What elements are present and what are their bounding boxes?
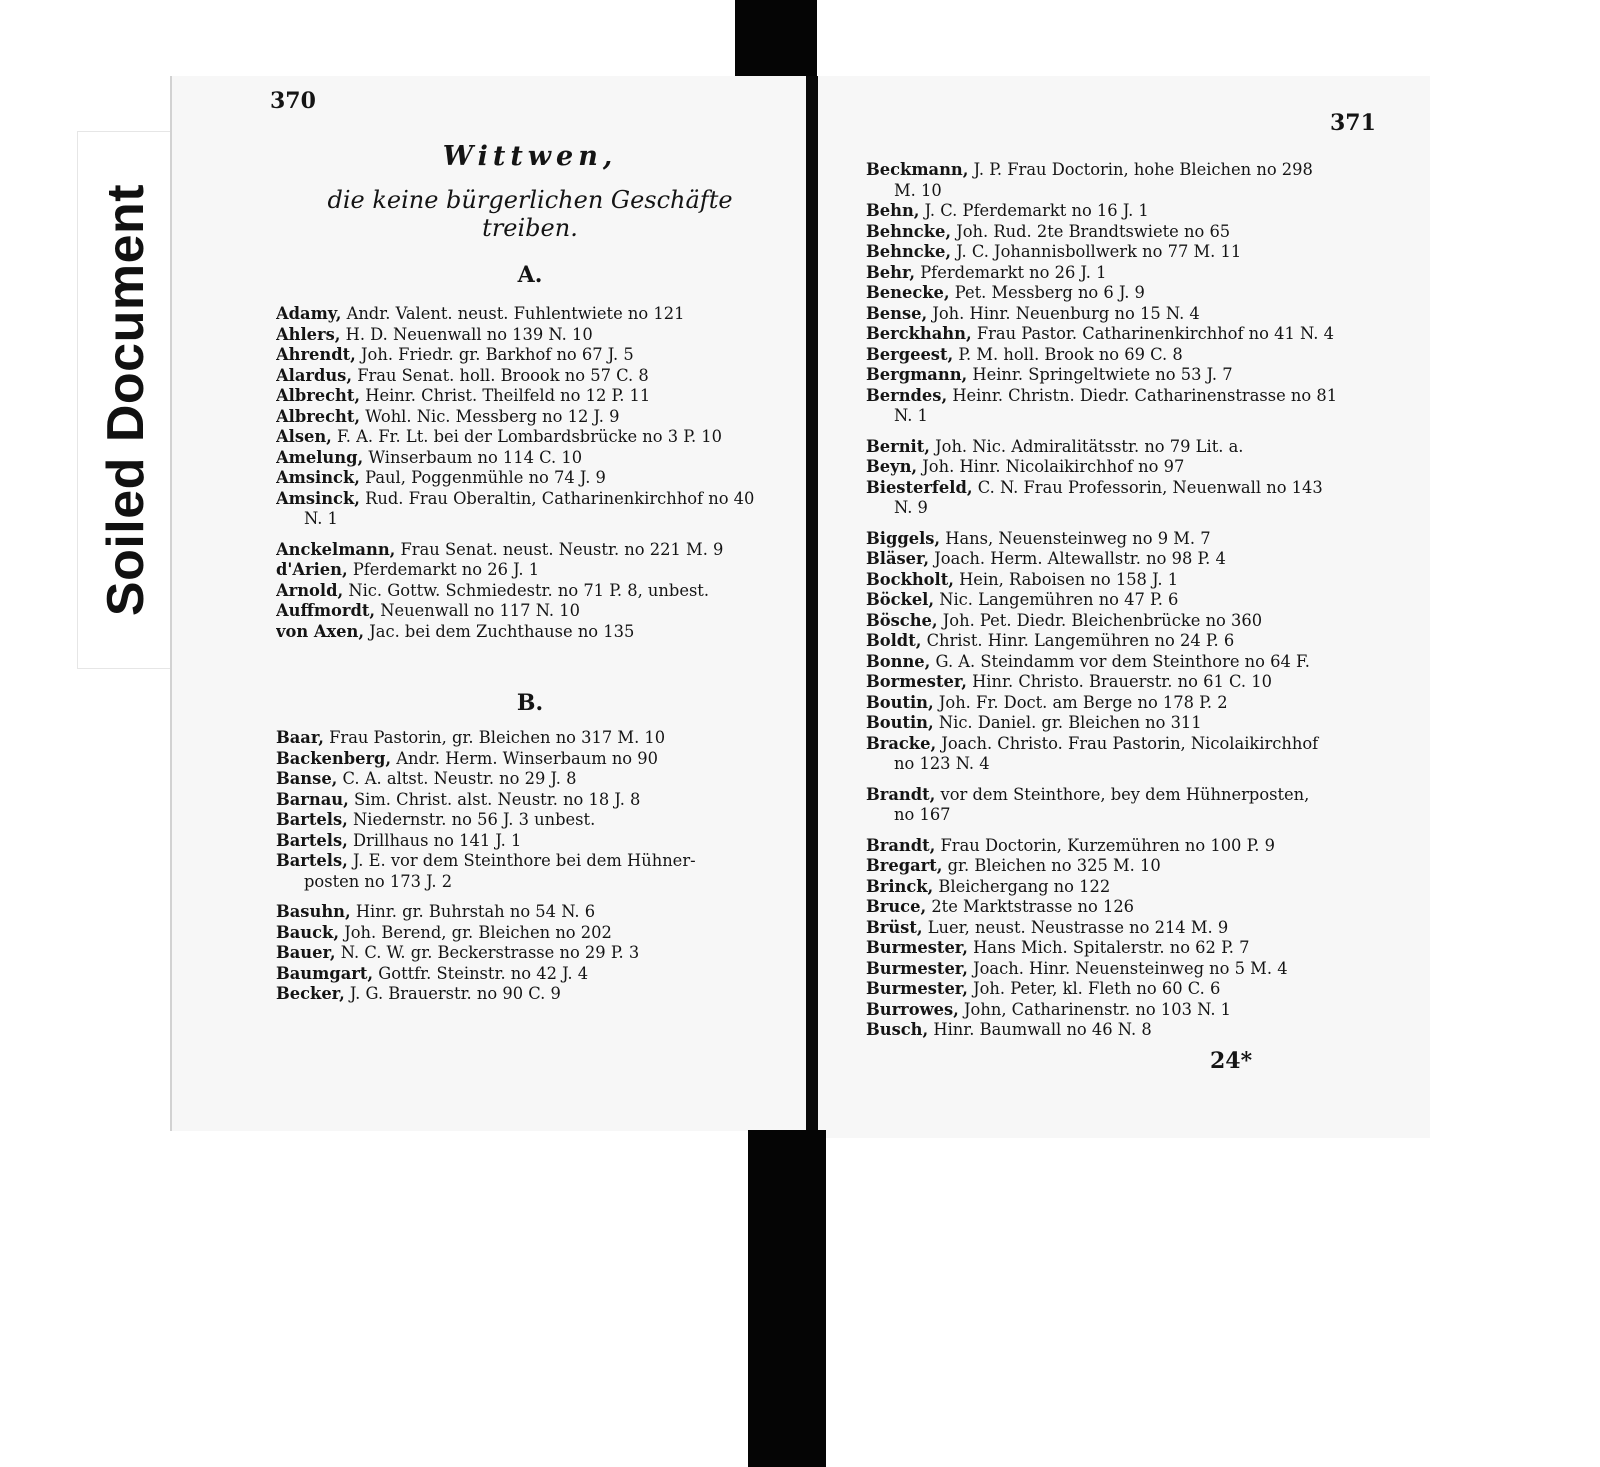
entry-gap (866, 826, 1376, 836)
entry-details: J. P. Frau Doctorin, hohe Bleichen no 298 (973, 160, 1313, 179)
directory-entry (866, 897, 1376, 918)
entry-surname: Burmester, (866, 979, 968, 998)
directory-entry (866, 693, 1376, 714)
directory-entry (276, 601, 798, 622)
entry-surname: Amsinck, (276, 468, 360, 487)
directory-entry (866, 938, 1376, 959)
entry-details: Christ. Hinr. Langemühren no 24 P. 6 (926, 631, 1235, 650)
directory-entry (866, 386, 1376, 407)
entry-surname: Bernit, (866, 436, 930, 456)
directory-entry (276, 728, 798, 749)
entry-surname: Bonne, (866, 651, 931, 671)
entry-details: G. A. Steindamm vor dem Steinthore no 64 F. (935, 651, 1310, 671)
entry-surname: Amelung, (276, 447, 364, 467)
entry-surname: Bartels, (276, 830, 348, 850)
entry-surname: Anckelmann, (276, 539, 396, 559)
entry-surname: Bruce, (866, 897, 927, 916)
entry-surname: Bergmann, (866, 365, 968, 384)
entry-details: Frau Senat. neust. Neustr. no 221 M. 9 (400, 539, 724, 559)
entry-surname: Bartels, (276, 851, 348, 870)
entry-details: Sim. Christ. alst. Neustr. no 18 J. 8 (353, 789, 641, 809)
entry-details: Nic. Gottw. Schmiedestr. no 71 P. 8, unbest. (348, 580, 710, 600)
directory-entry (276, 407, 798, 428)
directory-entry (866, 959, 1376, 980)
entry-details: J. C. Pferdemarkt no 16 J. 1 (924, 201, 1149, 220)
entry-surname: Adamy, (276, 304, 342, 323)
entry-surname: Burmester, (866, 938, 968, 957)
directory-entry (866, 590, 1376, 611)
directory-entry (276, 749, 798, 770)
entry-surname: Brinck, (866, 876, 934, 896)
entry-surname: Bergeest, (866, 344, 954, 364)
directory-entry (866, 785, 1376, 806)
directory-entry (276, 851, 798, 872)
directory-entry (276, 622, 798, 643)
entry-details: F. A. Fr. Lt. bei der Lombardsbrücke no 3 P. 10 (337, 427, 723, 446)
directory-entry (866, 283, 1376, 304)
directory-entry (866, 877, 1376, 898)
entry-details: Frau Senat. holl. Broook no 57 C. 8 (357, 365, 649, 385)
directory-entry (276, 943, 798, 964)
directory-entry (866, 918, 1376, 939)
entry-details: J. G. Brauerstr. no 90 C. 9 (349, 984, 561, 1003)
page-subtitle: die keine bürgerlichen Geschäfte treiben. (327, 186, 733, 242)
entry-details: Joh. Berend, gr. Bleichen no 202 (344, 922, 612, 942)
entry-surname: Auffmordt, (276, 601, 376, 620)
entry-details: Joh. Friedr. gr. Barkhof no 67 J. 5 (361, 345, 634, 364)
directory-entry (866, 242, 1376, 263)
directory-entry (866, 304, 1376, 325)
entry-details: N. C. W. gr. Beckerstrasse no 29 P. 3 (340, 943, 640, 962)
entry-details: Joh. Nic. Admiralitätsstr. no 79 Lit. a. (935, 436, 1244, 456)
entry-details: 2te Marktstrasse no 126 (931, 897, 1135, 916)
entry-details: Hans, Neuensteinweg no 9 M. 7 (945, 528, 1211, 548)
entry-details: Hinr. gr. Buhrstah no 54 N. 6 (355, 902, 596, 921)
entry-details: Frau Pastorin, gr. Bleichen no 317 M. 10 (329, 728, 666, 747)
directory-entry (276, 902, 798, 923)
entry-surname: Beckmann, (866, 160, 969, 179)
directory-entry (276, 448, 798, 469)
entry-details: P. M. holl. Brook no 69 C. 8 (958, 344, 1183, 364)
entry-surname: Berckhahn, (866, 324, 972, 343)
entry-gap (276, 530, 798, 540)
entry-details: Heinr. Christn. Diedr. Catharinenstrasse no 81 (952, 385, 1338, 405)
directory-entry (866, 652, 1376, 673)
entry-continuation: N. 9 (894, 498, 928, 517)
entry-surname: Banse, (276, 769, 338, 788)
entry-details: Gottfr. Steinstr. no 42 J. 4 (378, 963, 589, 983)
directory-entry (866, 222, 1376, 243)
entry-details: Neuenwall no 117 N. 10 (380, 601, 580, 620)
entry-surname: Baumgart, (276, 963, 374, 983)
entry-details: H. D. Neuenwall no 139 N. 10 (345, 324, 593, 344)
entry-surname: Bockholt, (866, 569, 954, 589)
entry-details: Nic. Daniel. gr. Bleichen no 311 (938, 713, 1202, 732)
entry-details: Frau Doctorin, Kurzemühren no 100 P. 9 (940, 835, 1275, 855)
entry-surname: Ahrendt, (276, 345, 356, 364)
directory-entry (866, 734, 1376, 755)
entry-surname: Berndes, (866, 385, 948, 405)
directory-entry (276, 304, 798, 325)
entry-surname: Böckel, (866, 590, 935, 609)
entry-surname: Arnold, (276, 580, 344, 600)
entry-details: Hein, Raboisen no 158 J. 1 (959, 569, 1179, 589)
entry-surname: Bregart, (866, 856, 943, 875)
directory-entry (866, 263, 1376, 284)
book-gutter (806, 76, 818, 1140)
entry-surname: Baar, (276, 728, 324, 747)
right-page-number: 371 (1330, 110, 1376, 136)
entries-list-a (276, 304, 798, 642)
entry-details: Heinr. Christ. Theilfeld no 12 P. 11 (365, 386, 651, 405)
page-title: Wittwen, (442, 141, 618, 172)
directory-entry (866, 201, 1376, 222)
directory-entry (866, 856, 1376, 877)
entry-surname: Brandt, (866, 835, 936, 855)
section-b-heading: B. (516, 690, 544, 716)
directory-entry (276, 540, 798, 561)
entry-details: J. E. vor dem Steinthore bei dem Hühner- (352, 851, 696, 870)
directory-entry (866, 324, 1376, 345)
entry-details: Joh. Rud. 2te Brandtswiete no 65 (956, 221, 1231, 241)
directory-entry (276, 831, 798, 852)
entry-continuation: N. 1 (894, 406, 928, 425)
entry-details: Drillhaus no 141 J. 1 (352, 830, 522, 850)
entry-surname: Brüst, (866, 917, 923, 937)
entry-surname: Bormester, (866, 672, 967, 691)
entry-surname: Boldt, (866, 631, 922, 650)
directory-entry (276, 489, 798, 510)
entry-surname: Basuhn, (276, 902, 351, 921)
entry-surname: Bauck, (276, 922, 340, 942)
entry-surname: Albrecht, (276, 406, 361, 426)
entry-surname: Bösche, (866, 610, 938, 630)
directory-entry (866, 457, 1376, 478)
directory-entry (866, 437, 1376, 458)
entry-details: Paul, Poggenmühle no 74 J. 9 (365, 468, 606, 487)
entry-gap (866, 427, 1376, 437)
entry-surname: Bracke, (866, 733, 937, 753)
entry-surname: Beyn, (866, 457, 918, 476)
directory-entry (866, 631, 1376, 652)
entry-surname: Barnau, (276, 789, 349, 809)
entry-continuation: no 123 N. 4 (894, 754, 990, 773)
directory-entry (276, 325, 798, 346)
directory-entry (866, 1000, 1376, 1021)
directory-entry (276, 964, 798, 985)
entry-surname: Alsen, (276, 427, 332, 446)
entry-details: Pferdemarkt no 26 J. 1 (352, 560, 540, 579)
entry-surname: Behn, (866, 201, 920, 220)
entry-details: Jac. bei dem Zuchthause no 135 (369, 621, 635, 641)
directory-entry (866, 478, 1376, 499)
entries-list-right (866, 160, 1376, 1041)
directory-entry (276, 468, 798, 489)
directory-entry (866, 979, 1376, 1000)
stamp-label: Soiled Document (97, 183, 155, 617)
entry-gap (276, 892, 798, 902)
entry-gap (866, 775, 1376, 785)
entry-surname: Burmester, (866, 958, 968, 978)
directory-entry (276, 923, 798, 944)
entry-details: Joh. Hinr. Neuenburg no 15 N. 4 (932, 303, 1200, 323)
entry-details: John, Catharinenstr. no 103 N. 1 (964, 999, 1232, 1019)
entry-details: Wohl. Nic. Messberg no 12 J. 9 (365, 406, 620, 426)
directory-entry (866, 611, 1376, 632)
entry-details: gr. Bleichen no 325 M. 10 (947, 856, 1161, 875)
entry-details: Hinr. Christo. Brauerstr. no 61 C. 10 (972, 672, 1272, 691)
tape-bottom (748, 1130, 826, 1467)
entry-details: Pet. Messberg no 6 J. 9 (954, 283, 1145, 302)
entry-details: J. C. Johannisbollwerk no 77 M. 11 (956, 242, 1242, 261)
entry-details: Luer, neust. Neustrasse no 214 M. 9 (927, 917, 1229, 937)
signature-mark: 24* (1210, 1048, 1253, 1074)
entry-surname: Ahlers, (276, 324, 341, 344)
entry-details: Joh. Peter, kl. Fleth no 60 C. 6 (973, 979, 1221, 998)
entry-details: Frau Pastor. Catharinenkirchhof no 41 N. 4 (976, 324, 1334, 343)
directory-entry (276, 984, 798, 1005)
directory-entry (276, 386, 798, 407)
entry-gap (866, 519, 1376, 529)
entry-surname: Boutin, (866, 713, 934, 732)
entry-details: Hans Mich. Spitalerstr. no 62 P. 7 (973, 938, 1250, 957)
entry-surname: Boutin, (866, 692, 934, 712)
directory-entry (276, 769, 798, 790)
entry-surname: d'Arien, (276, 560, 348, 579)
entry-surname: Bense, (866, 303, 928, 323)
entry-surname: Biesterfeld, (866, 477, 973, 497)
entry-details: Joach. Hinr. Neuensteinweg no 5 M. 4 (973, 958, 1288, 978)
directory-entry (276, 810, 798, 831)
entry-surname: Bläser, (866, 549, 930, 568)
entry-surname: Behncke, (866, 221, 952, 241)
entry-surname: Backenberg, (276, 748, 392, 768)
directory-entry (866, 570, 1376, 591)
entry-details: Winserbaum no 114 C. 10 (368, 447, 583, 467)
directory-entry (866, 365, 1376, 386)
directory-entry (866, 836, 1376, 857)
entry-surname: Biggels, (866, 528, 941, 548)
entry-details: Rud. Frau Oberaltin, Catharinenkirchhof no 40 (365, 488, 755, 508)
entry-continuation: no 167 (894, 805, 951, 824)
entry-surname: Bartels, (276, 810, 348, 829)
entry-continuation: posten no 173 J. 2 (304, 871, 453, 891)
entry-surname: Brandt, (866, 784, 936, 804)
entry-details: vor dem Steinthore, bey dem Hühnerposten, (940, 784, 1310, 804)
entry-surname: Amsinck, (276, 488, 360, 508)
entry-details: Pferdemarkt no 26 J. 1 (920, 262, 1107, 282)
entry-details: Andr. Herm. Winserbaum no 90 (396, 748, 659, 768)
directory-entry (866, 549, 1376, 570)
entry-surname: von Axen, (276, 621, 365, 641)
directory-entry (866, 713, 1376, 734)
entry-details: Joach. Christo. Frau Pastorin, Nicolaikirchhof (941, 733, 1319, 753)
directory-entry (276, 581, 798, 602)
entry-surname: Albrecht, (276, 386, 361, 405)
directory-entry (866, 160, 1376, 181)
directory-entry (276, 427, 798, 448)
directory-entry (276, 560, 798, 581)
entry-details: Joh. Hinr. Nicolaikirchhof no 97 (922, 457, 1185, 476)
entry-surname: Burrowes, (866, 999, 959, 1019)
entry-details: Niedernstr. no 56 J. 3 unbest. (352, 810, 596, 829)
entry-surname: Busch, (866, 1020, 929, 1039)
entry-surname: Behr, (866, 262, 916, 282)
section-a-heading: A. (517, 262, 543, 288)
directory-entry (276, 790, 798, 811)
directory-entry (866, 345, 1376, 366)
entry-details: Heinr. Springeltwiete no 53 J. 7 (972, 365, 1233, 384)
entry-surname: Bauer, (276, 943, 336, 962)
entry-details: Andr. Valent. neust. Fuhlentwiete no 121 (346, 304, 685, 323)
entry-details: C. N. Frau Professorin, Neuenwall no 143 (977, 477, 1323, 497)
entry-details: Joh. Fr. Doct. am Berge no 178 P. 2 (938, 692, 1228, 712)
directory-entry (866, 529, 1376, 550)
entry-continuation: M. 10 (894, 180, 942, 200)
directory-entry (276, 345, 798, 366)
entry-surname: Becker, (276, 984, 345, 1003)
left-page-number: 370 (270, 88, 316, 114)
directory-entry (866, 1020, 1376, 1041)
entry-details: C. A. altst. Neustr. no 29 J. 8 (342, 769, 577, 788)
entries-list-b (276, 728, 798, 1005)
entry-details: Hinr. Baumwall no 46 N. 8 (933, 1020, 1152, 1039)
entry-continuation: N. 1 (304, 509, 338, 528)
entry-details: Joh. Pet. Diedr. Bleichenbrücke no 360 (942, 610, 1263, 630)
entry-surname: Alardus, (276, 365, 353, 385)
tape-top (735, 0, 817, 76)
entry-surname: Benecke, (866, 283, 950, 302)
entry-details: Bleichergang no 122 (938, 876, 1111, 896)
directory-entry (276, 366, 798, 387)
entry-surname: Behncke, (866, 242, 952, 261)
directory-entry (866, 672, 1376, 693)
entry-details: Joach. Herm. Altewallstr. no 98 P. 4 (934, 549, 1226, 568)
entry-details: Nic. Langemühren no 47 P. 6 (939, 590, 1179, 609)
